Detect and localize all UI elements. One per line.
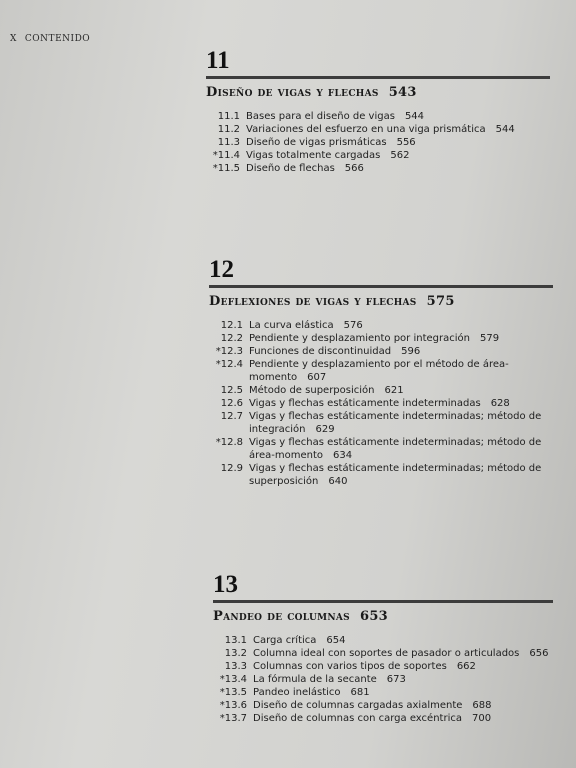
toc-entry: [213, 647, 553, 660]
chapter-title-text: Pandeo de columnas: [213, 609, 350, 624]
section-title: Variaciones del esfuerzo en una viga prismática: [246, 124, 486, 135]
toc-entry: [209, 410, 553, 436]
section-title: Pandeo inelástico: [253, 687, 341, 698]
page-roman-numeral: X: [10, 34, 17, 44]
section-title: Funciones de discontinuidad: [249, 346, 392, 357]
section-number: 12.7: [220, 411, 243, 422]
section-page: 700: [471, 713, 492, 724]
chapter-11: [206, 48, 550, 175]
section-page: 544: [495, 124, 515, 135]
toc-entry: [209, 397, 553, 410]
section-number: 12.6: [220, 398, 243, 409]
section-page: 662: [456, 661, 476, 672]
toc-entry: [209, 462, 553, 488]
section-title: La fórmula de la secante: [253, 674, 377, 685]
section-title: Diseño de columnas cargadas axialmente: [253, 700, 463, 711]
section-number: *13.4: [219, 674, 247, 685]
section-page: 562: [390, 150, 410, 161]
section-page: 576: [343, 320, 363, 331]
section-page: 673: [386, 674, 406, 685]
toc-entry: [206, 149, 550, 162]
section-title: Columna ideal con soportes de pasador o articulados: [253, 648, 520, 659]
toc-entry: [209, 345, 553, 358]
section-number: 12.5: [220, 385, 243, 396]
chapter-page: 543: [388, 85, 417, 100]
toc-entry: [206, 162, 550, 175]
section-number: *13.5: [219, 687, 247, 698]
section-title: Vigas y flechas estáticamente indeterminadas; método de área-momento: [249, 437, 542, 461]
toc-entry: [213, 686, 553, 699]
section-number: 12.9: [220, 463, 243, 474]
running-header-label: CONTENIDO: [24, 34, 91, 44]
section-page: 596: [401, 346, 421, 357]
section-number: 12.1: [220, 320, 243, 331]
section-number: *12.3: [215, 346, 243, 357]
chapter-title: [206, 85, 550, 100]
section-number: 11.2: [217, 124, 240, 135]
section-title: Método de superposición: [249, 385, 375, 396]
section-page: 628: [490, 398, 510, 409]
toc-entry: [209, 436, 553, 462]
section-page: 640: [328, 476, 348, 487]
section-page: 629: [315, 424, 335, 435]
toc-entry: [206, 136, 550, 149]
section-number: *12.8: [215, 437, 243, 448]
chapter-page: 653: [359, 609, 389, 624]
section-number: 12.2: [220, 333, 243, 344]
section-page: 656: [529, 648, 549, 659]
section-title: Vigas totalmente cargadas: [246, 150, 381, 161]
section-title: Carga crítica: [253, 635, 317, 646]
section-page: 607: [307, 372, 327, 383]
section-title: Columnas con varios tipos de soportes: [253, 661, 447, 672]
running-header: [10, 34, 90, 44]
toc-entry: [213, 673, 553, 686]
chapter-title: [213, 609, 553, 624]
section-page: 556: [396, 137, 416, 148]
chapter-title-text: Diseño de vigas y flechas: [206, 85, 379, 100]
section-list: [209, 319, 553, 488]
section-page: 634: [333, 450, 353, 461]
section-title: Vigas y flechas estáticamente indeterminadas: [249, 398, 481, 409]
section-number: 13.1: [224, 635, 247, 646]
chapter-title: [209, 294, 553, 309]
chapter-number: 13: [213, 571, 238, 598]
toc-entry: [213, 660, 553, 673]
section-number: *11.5: [212, 163, 240, 174]
toc-entry: [209, 319, 553, 332]
section-title: Pendiente y desplazamiento por integración: [249, 333, 470, 344]
section-title: La curva elástica: [249, 320, 334, 331]
section-page: 654: [326, 635, 346, 646]
section-number: 11.3: [217, 137, 240, 148]
section-number: *11.4: [212, 150, 240, 161]
chapter-rule: [206, 76, 550, 79]
chapter-page: 575: [426, 294, 455, 309]
toc-entry: [209, 358, 553, 384]
section-number: *13.7: [219, 713, 247, 724]
section-number: 11.1: [217, 111, 240, 122]
section-title: Diseño de vigas prismáticas: [246, 137, 387, 148]
section-list: [206, 110, 550, 175]
toc-entry: [206, 110, 550, 123]
section-title: Diseño de flechas: [246, 163, 335, 174]
section-number: 13.3: [224, 661, 247, 672]
chapter-13: [213, 572, 553, 725]
section-title: Diseño de columnas con carga excéntrica: [253, 713, 462, 724]
toc-entry: [213, 699, 553, 712]
section-page: 621: [384, 385, 404, 396]
section-number: *12.4: [215, 359, 243, 370]
section-number: *13.6: [219, 700, 247, 711]
section-list: [213, 634, 553, 725]
section-page: 681: [350, 687, 370, 698]
chapter-number: 12: [209, 256, 234, 283]
section-page: 544: [404, 111, 425, 122]
section-number: 13.2: [224, 648, 247, 659]
chapter-number: 11: [206, 47, 230, 74]
chapter-title-text: Deflexiones de vigas y flechas: [209, 294, 417, 309]
chapter-rule: [213, 600, 553, 603]
section-page: 579: [479, 333, 500, 344]
toc-entry: [209, 384, 553, 397]
section-title: Pendiente y desplazamiento por el método de área-momento: [249, 359, 509, 383]
toc-entry: [206, 123, 550, 136]
section-page: 566: [344, 163, 364, 174]
toc-entry: [213, 712, 553, 725]
toc-entry: [209, 332, 553, 345]
chapter-12: [209, 257, 553, 488]
section-title: Vigas y flechas estáticamente indeterminadas; método de integración: [249, 411, 542, 435]
section-page: 688: [472, 700, 492, 711]
section-title: Vigas y flechas estáticamente indeterminadas; método de superposición: [249, 463, 542, 487]
chapter-rule: [209, 285, 553, 288]
toc-entry: [213, 634, 553, 647]
section-title: Bases para el diseño de vigas: [246, 111, 395, 122]
